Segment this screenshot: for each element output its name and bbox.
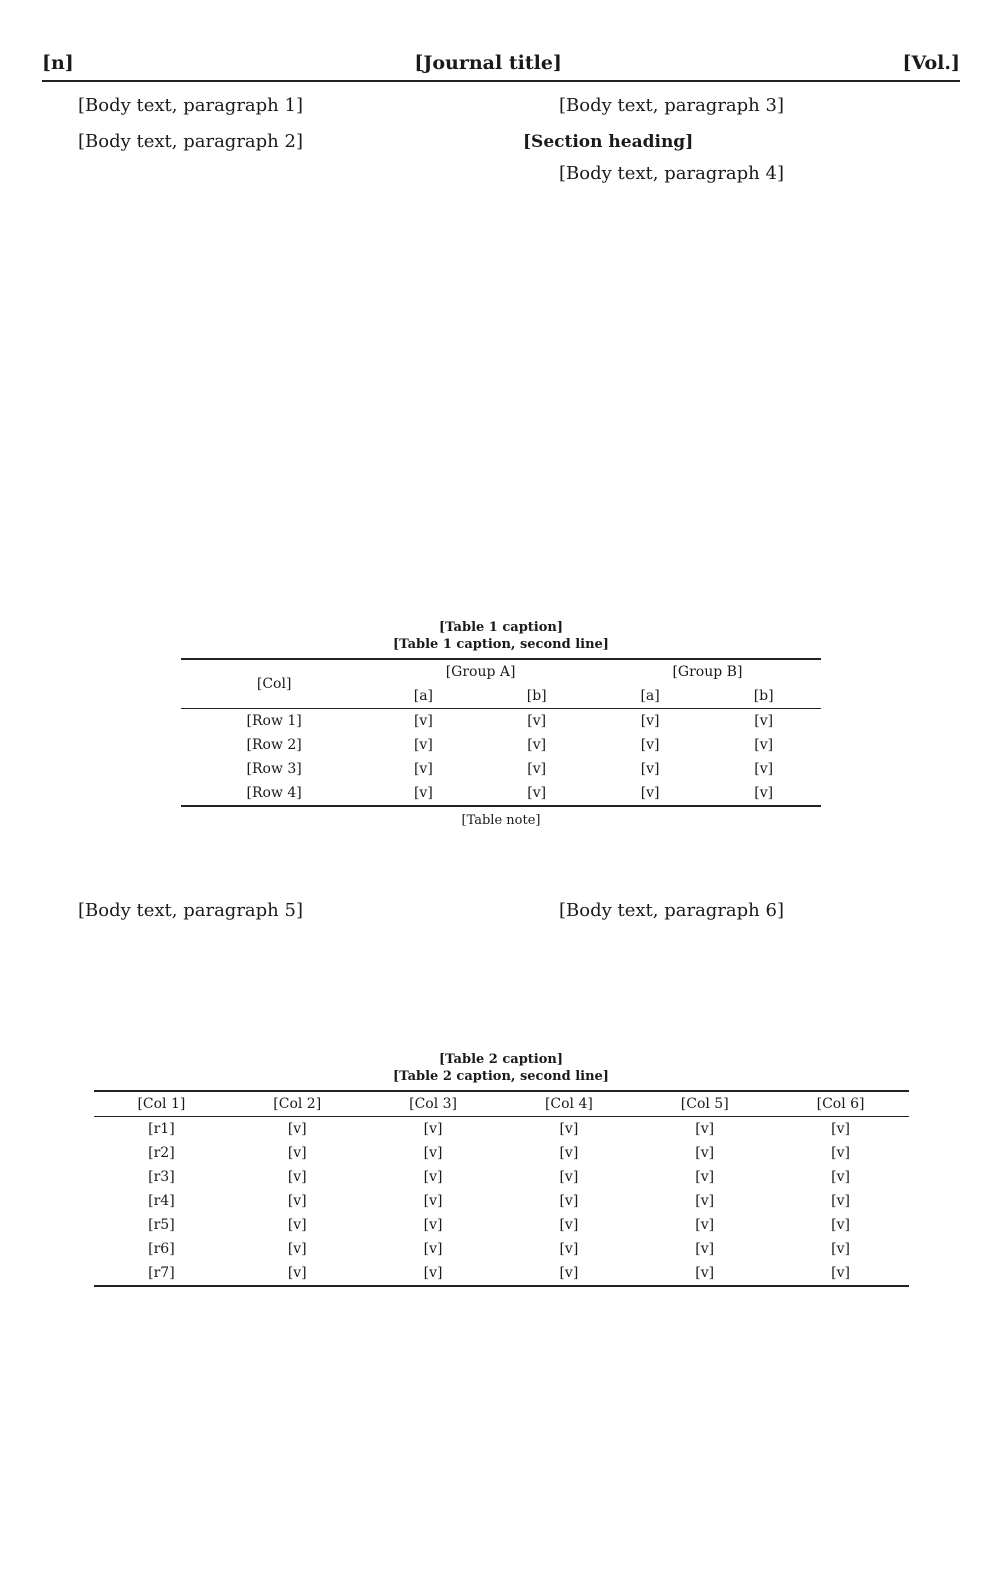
table-2-caption-alt: [Table 2 caption, second line] (393, 1069, 609, 1084)
table-cell: [v] (559, 1193, 579, 1209)
table-header: [Group A] (367, 659, 594, 684)
table-row (94, 1261, 909, 1286)
table-cell: [v] (831, 1193, 850, 1209)
table-cell: [v] (423, 1169, 443, 1185)
table-subheader: [a] (594, 684, 706, 709)
table-row (181, 733, 821, 757)
table-cell: [v] (527, 761, 547, 777)
page-header (42, 38, 960, 82)
table-cell: [Row 1] (246, 713, 302, 729)
table-header: [Col 2] (229, 1091, 365, 1117)
table-header: [Group B] (594, 659, 821, 684)
table-subheader: [b] (706, 684, 821, 709)
table-2-caption: [Table 2 caption] (438, 1052, 564, 1067)
table-cell: [v] (287, 1193, 307, 1209)
table-cell: [Row 3] (246, 761, 302, 777)
table-cell: [v] (695, 1241, 715, 1257)
table-1-note: [Table note] (461, 813, 541, 828)
table-row (181, 757, 821, 781)
table-cell: [v] (287, 1121, 307, 1137)
table-row (94, 1189, 909, 1213)
table-cell: [v] (695, 1193, 715, 1209)
table-header: [Col 1] (94, 1091, 230, 1117)
table-cell: [v] (423, 1241, 443, 1257)
table-cell: [Row 4] (181, 781, 367, 806)
paragraph: [Body text, paragraph 1] (78, 95, 303, 116)
table-cell: [r6] (148, 1241, 175, 1257)
table-cell: [r7] (94, 1261, 230, 1286)
table-2 (94, 1090, 909, 1287)
table-cell: [v] (559, 1241, 579, 1257)
table-cell: [r3] (148, 1169, 175, 1185)
table-cell: [Row 2] (246, 737, 302, 753)
table-header: [Col] (181, 659, 367, 709)
table-header: [Col 4] (501, 1091, 637, 1117)
table-cell: [v] (594, 781, 706, 806)
table-cell: [v] (423, 1121, 443, 1137)
lower-right-column (523, 895, 960, 931)
table-cell: [v] (831, 1241, 850, 1257)
table-cell: [v] (527, 737, 547, 753)
table-cell: [v] (640, 761, 660, 777)
table-cell: [v] (287, 1169, 307, 1185)
table-cell: [v] (413, 713, 433, 729)
table-cell: [v] (527, 713, 547, 729)
table-row (94, 1213, 909, 1237)
table-cell: [v] (559, 1217, 579, 1233)
table-subheader: [a] (367, 684, 479, 709)
table-1-caption-alt: [Table 1 caption, second line] (393, 637, 609, 652)
table-cell: [v] (706, 781, 821, 806)
table-row (181, 781, 821, 806)
table-cell: [v] (413, 761, 433, 777)
table-cell: [v] (695, 1145, 715, 1161)
table-cell: [v] (501, 1261, 637, 1286)
table-header: [Col 6] (773, 1091, 909, 1117)
table-row (181, 709, 821, 734)
table-cell: [r4] (148, 1193, 175, 1209)
table-cell: [v] (423, 1217, 443, 1233)
table-cell: [v] (754, 737, 774, 753)
table-cell: [r2] (148, 1145, 175, 1161)
table-cell: [v] (754, 761, 774, 777)
table-cell: [v] (559, 1121, 579, 1137)
lower-columns (42, 895, 960, 931)
table-cell: [v] (423, 1145, 443, 1161)
upper-columns (42, 90, 960, 194)
table-cell: [v] (640, 737, 660, 753)
section-heading: [Section heading] (523, 132, 694, 152)
table-row (94, 1237, 909, 1261)
table-cell: [v] (287, 1145, 307, 1161)
table-2-block (42, 1050, 960, 1287)
table-cell: [v] (831, 1145, 850, 1161)
lower-left-column (42, 895, 479, 931)
table-1-block (42, 618, 960, 828)
table-cell: [v] (637, 1261, 773, 1286)
table-header: [Col 3] (365, 1091, 501, 1117)
paragraph: [Body text, paragraph 6] (559, 900, 784, 921)
table-cell: [v] (695, 1217, 715, 1233)
table-cell: [v] (773, 1261, 909, 1286)
table-row (94, 1165, 909, 1189)
table-row (94, 1141, 909, 1165)
table-1 (181, 658, 821, 807)
table-cell: [v] (287, 1241, 307, 1257)
table-cell: [v] (831, 1217, 850, 1233)
table-cell: [v] (831, 1121, 850, 1137)
table-cell: [v] (831, 1169, 850, 1185)
table-cell: [v] (559, 1145, 579, 1161)
table-cell: [v] (365, 1261, 501, 1286)
paragraph: [Body text, paragraph 2] (78, 131, 303, 152)
table-cell: [v] (367, 781, 479, 806)
table-2-body (94, 1117, 909, 1287)
table-cell: [v] (695, 1121, 715, 1137)
paragraph: [Body text, paragraph 4] (559, 163, 784, 184)
table-cell: [v] (413, 737, 433, 753)
journal-title: [Journal title] (414, 52, 562, 74)
table-subheader: [b] (479, 684, 593, 709)
table-cell: [r1] (148, 1121, 175, 1137)
table-cell: [v] (479, 781, 593, 806)
table-cell: [v] (559, 1169, 579, 1185)
upper-right-column (523, 90, 960, 194)
paragraph: [Body text, paragraph 5] (78, 900, 303, 921)
table-cell: [v] (229, 1261, 365, 1286)
table-cell: [v] (640, 713, 660, 729)
table-row (94, 1117, 909, 1142)
table-1-body (181, 709, 821, 807)
paragraph: [Body text, paragraph 3] (559, 95, 784, 116)
volume-label: [Vol.] (902, 52, 960, 74)
table-cell: [v] (754, 713, 774, 729)
table-cell: [v] (695, 1169, 715, 1185)
upper-left-column (42, 90, 479, 194)
table-cell: [v] (423, 1193, 443, 1209)
table-1-caption: [Table 1 caption] (438, 620, 564, 635)
table-cell: [r5] (148, 1217, 175, 1233)
table-cell: [v] (287, 1217, 307, 1233)
page-number: [n] (42, 52, 74, 74)
table-header: [Col 5] (637, 1091, 773, 1117)
